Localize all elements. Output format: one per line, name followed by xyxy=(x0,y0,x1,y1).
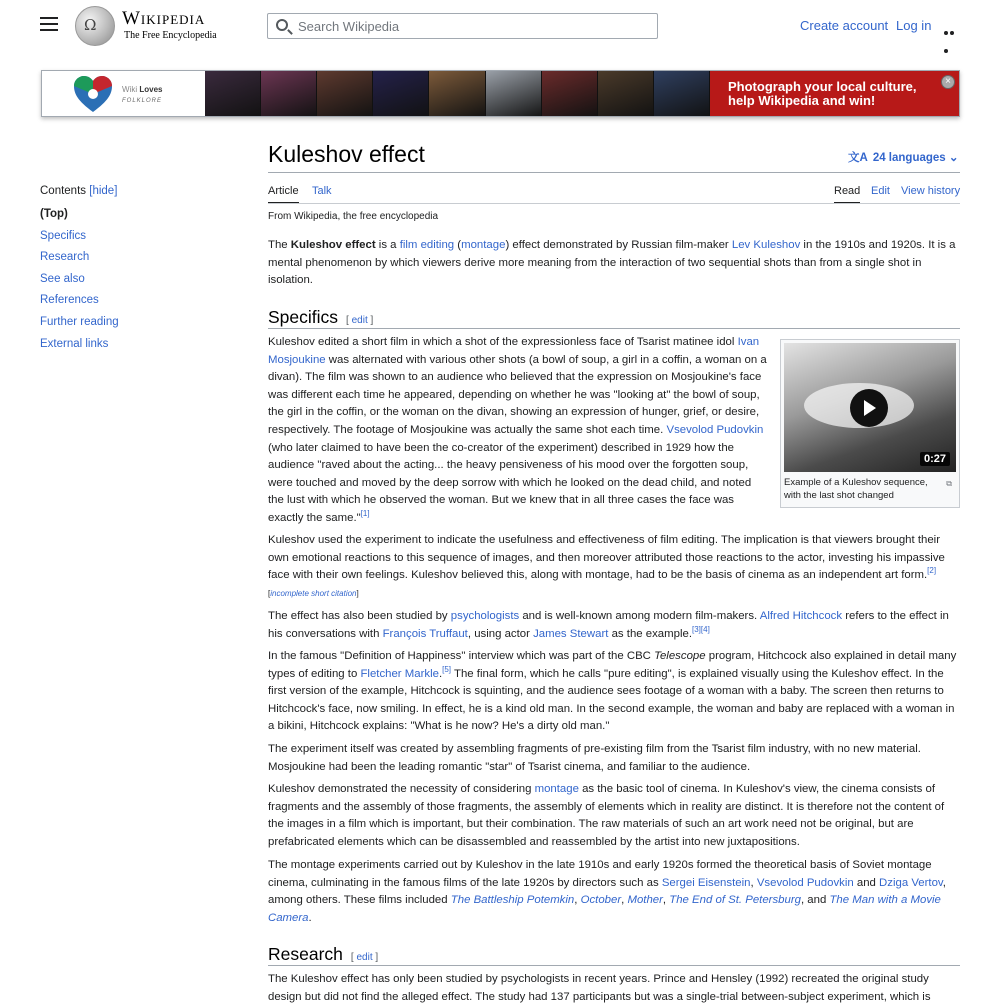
tab-view-history[interactable]: View history xyxy=(901,185,961,197)
edit-section-research[interactable]: [ edit ] xyxy=(350,952,379,963)
log-in-link[interactable]: Log in xyxy=(896,18,932,33)
reference-3-4[interactable]: [3][4] xyxy=(692,624,710,634)
play-icon[interactable] xyxy=(850,389,888,427)
banner-photo-strip xyxy=(205,71,710,117)
search-icon[interactable] xyxy=(276,19,288,31)
video-player[interactable] xyxy=(784,343,956,472)
intro-paragraph: The Kuleshov effect is a film editing (montage) effect demonstrated by Russian film-maker Lev Kuleshov in the 1910s and 1920s. It is a mental phenomenon by which viewers derive more meaning from the interaction of two sequential shots than from a single shot in isolation. xyxy=(268,239,956,287)
link-montage[interactable]: montage xyxy=(461,239,506,251)
tab-talk[interactable]: Talk xyxy=(312,185,332,197)
paragraph-specifics-6: Kuleshov demonstrated the necessity of considering montage as the basic tool of cinema. In Kuleshov's view, the cinema consists of fragments and the assembly of those fragments, the assembly of elements which in reality are distinct. It is therefore not the content of the images in a film which is important, but their combination. The raw materials of such an art work need not be original, but are prefabricated elements which can be disassembled and reassembled by the artist into new juxtapositions. xyxy=(268,783,945,848)
link-alfred-hitchcock[interactable]: Alfred Hitchcock xyxy=(759,610,843,622)
toc-item-top[interactable]: (Top) xyxy=(40,208,68,220)
bold-term: Kuleshov effect xyxy=(290,239,376,251)
reference-1[interactable]: [1] xyxy=(360,509,370,519)
languages-label: 24 languages xyxy=(872,152,946,164)
link-man-with-a-movie-camera[interactable]: The Man with a Movie Camera xyxy=(268,894,941,924)
wiki-loves-folklore-banner[interactable] xyxy=(41,70,960,117)
title-divider xyxy=(268,172,960,173)
banner-photo xyxy=(429,71,485,117)
link-psychologists[interactable]: psychologists xyxy=(450,610,520,622)
paragraph-specifics-2: Kuleshov used the experiment to indicate the usefulness and effectiveness of film editing. The implication is that viewers brought their own emotional reactions to this sequence of images, and then moreover attributed those reactions to the actor, investing his impassive face with their own feelings. Kuleshov believed this, along with montage, had to be the basis of cinema as an independent art form.[2] [incomplete short citation] xyxy=(268,534,945,598)
section-heading-research: Research [ edit ] xyxy=(268,944,960,966)
promo-line-1: Photograph your local culture, xyxy=(728,79,917,94)
wiki-loves-folklore-text xyxy=(122,85,162,106)
header xyxy=(0,0,1000,52)
tab-read[interactable]: Read xyxy=(834,185,860,204)
wlm-wiki: Wiki xyxy=(122,85,138,94)
wikipedia-wordmark[interactable] xyxy=(122,9,217,42)
paragraph-specifics-3: The effect has also been studied by psychologists and is well-known among modern film-makers. Alfred Hitchcock refers to the effect in his conversations with François Truffaut, using actor James Stewart as the example.[3][4] xyxy=(268,610,949,640)
paragraph-research-1: The Kuleshov effect has only been studied by psychologists in recent years. Prince and Hensley (1992) recreated the original study design but did not find the alleged effect. The study had 137 participants but was a single-trial between-subject experiment, which is xyxy=(268,973,931,1003)
search-input[interactable] xyxy=(296,17,646,35)
toc-item-references[interactable]: References xyxy=(40,294,99,307)
link-sergei-eisenstein[interactable]: Sergei Eisenstein xyxy=(661,876,751,889)
wikipedia-globe-logo[interactable]: Ω xyxy=(75,6,115,46)
promo-line-2: help Wikipedia and win! xyxy=(728,93,876,108)
link-ivan-mosjoukine[interactable]: Ivan Mosjoukine xyxy=(268,336,760,366)
language-selector[interactable] xyxy=(848,149,959,165)
tabs-divider xyxy=(268,203,960,204)
wordmark-title: Wikipedia xyxy=(122,8,206,29)
banner-photo xyxy=(317,71,373,117)
thumbnail-caption: Example of a Kuleshov sequence, with the last shot changed ⧉ xyxy=(784,477,952,501)
toc-item-specifics[interactable]: Specifics xyxy=(40,229,87,242)
banner-photo xyxy=(598,71,654,117)
banner-close-button[interactable]: × xyxy=(941,75,955,89)
banner-photo xyxy=(654,71,710,117)
toc-item-see-also[interactable]: See also xyxy=(40,272,85,285)
main-menu-icon[interactable] xyxy=(40,17,58,33)
link-battleship-potemkin[interactable]: The Battleship Potemkin xyxy=(450,894,575,907)
paragraph-specifics-1: Kuleshov edited a short film in which a shot of the expressionless face of Tsarist matinee idol Ivan Mosjoukine was alternated with various other shots (a bowl of soup, a girl in a coffin, a woman on a divan). The film was shown to an audience who believed that the expression on Mosjoukine's face was different each time he appeared, depending on whether he was "looking at" the bowl of soup, the girl in the coffin, or the woman on the divan, showing an expression of hunger, grief, or desire, respectively. The footage of Mosjoukine was actually the same shot each time. Vsevolod Pudovkin (who later claimed to have been the co-creator of the experiment) described in 1929 how the audience "raved about the acting... the heavy pensiveness of his mood over the forgotten soup, were touched and moved by the deep sorrow with which he looked on the dead child, and noted the lust with which he observed the woman. But we knew that in all three cases the face was exactly the same."[1] xyxy=(268,336,767,524)
link-film-editing[interactable]: film editing xyxy=(399,239,455,251)
reference-2[interactable]: [2] xyxy=(927,566,937,576)
banner-photo xyxy=(261,71,317,117)
reference-5[interactable]: [5] xyxy=(442,664,452,674)
more-options-icon[interactable] xyxy=(944,22,960,26)
link-fletcher-markle[interactable]: Fletcher Markle xyxy=(360,667,439,680)
translate-icon: 文A xyxy=(848,152,868,164)
toc-item-further-reading[interactable]: Further reading xyxy=(40,315,119,328)
banner-photo xyxy=(373,71,429,117)
toc-heading xyxy=(40,185,240,197)
link-francois-truffaut[interactable]: François Truffaut xyxy=(382,627,468,640)
link-october[interactable]: October xyxy=(580,894,622,907)
link-montage-2[interactable]: montage xyxy=(534,783,579,795)
heart-logo-icon xyxy=(72,74,114,114)
link-dziga-vertov[interactable]: Dziga Vertov xyxy=(879,876,943,889)
toc-hide-toggle[interactable]: [hide] xyxy=(89,185,118,197)
enlarge-icon[interactable]: ⧉ xyxy=(946,479,952,488)
link-lev-kuleshov[interactable]: Lev Kuleshov xyxy=(731,239,801,251)
link-vsevolod-pudovkin[interactable]: Vsevolod Pudovkin xyxy=(666,423,764,436)
section-heading-specifics: Specifics [ edit ] xyxy=(268,307,960,329)
video-duration: 0:27 xyxy=(920,452,950,466)
paragraph-specifics-4: In the famous "Definition of Happiness" interview which was part of the CBC Telescope program, Hitchcock also explained in detail many types of editing to Fletcher Markle.[5] The final form, which he calls "pure editing", is explained visually using the Kuleshov effect. In the first version of the example, Hitchcock is squinting, and the audience sees footage of a woman with a baby. The screen then returns to Hitchcock's face, now smiling. In effect, he is a kind old man. In the second example, the woman and baby are replaced with a woman in a bikini, Hitchcock explains: "What is he now? He's a dirty old man." xyxy=(268,650,957,733)
video-thumbnail xyxy=(780,339,960,508)
page-title: Kuleshov effect xyxy=(268,141,425,167)
tab-article[interactable]: Article xyxy=(268,185,299,204)
site-subtitle: From Wikipedia, the free encyclopedia xyxy=(268,211,439,222)
link-vsevolod-pudovkin-2[interactable]: Vsevolod Pudovkin xyxy=(756,876,854,889)
table-of-contents xyxy=(40,185,240,358)
incomplete-citation-link[interactable]: incomplete short citation xyxy=(270,588,357,598)
paragraph-specifics-7: The montage experiments carried out by Kuleshov in the late 1910s and early 1920s formed the theoretical basis of Soviet montage cinema, culminating in the famous films of the late 1920s by directors such as Sergei Eisenstein, Vsevolod Pudovkin and Dziga Vertov, among others. These films included The Battleship Potemkin, October, Mother, The End of St. Petersburg, and The Man with a Movie Camera. xyxy=(268,859,946,924)
link-james-stewart[interactable]: James Stewart xyxy=(533,627,609,640)
search-box xyxy=(267,13,658,39)
create-account-link[interactable]: Create account xyxy=(800,18,889,33)
toc-title: Contents xyxy=(40,185,87,197)
wlm-loves: Loves xyxy=(139,85,163,94)
toc-item-external-links[interactable]: External links xyxy=(40,337,109,350)
toc-item-research[interactable]: Research xyxy=(40,251,90,264)
banner-photo xyxy=(486,71,542,117)
tab-edit[interactable]: Edit xyxy=(871,185,890,197)
banner-photo xyxy=(542,71,598,117)
edit-section-specifics[interactable]: [ edit ] xyxy=(346,315,374,326)
paragraph-specifics-5: The experiment itself was created by assembling fragments of pre-existing film from the Tsarist film industry, with no new material. Mosjoukine had been the leading romantic "star" of Tsarist cinema, and familiar to the audience. xyxy=(268,743,921,773)
link-end-of-st-petersburg[interactable]: The End of St. Petersburg xyxy=(669,894,801,907)
link-mother[interactable]: Mother xyxy=(627,894,663,907)
wlm-folklore: FOLKLORE xyxy=(122,98,163,104)
wordmark-tagline: The Free Encyclopedia xyxy=(124,30,217,41)
banner-photo xyxy=(205,71,261,117)
chevron-down-icon: ⌄ xyxy=(948,152,959,164)
banner-promo[interactable] xyxy=(710,71,960,117)
